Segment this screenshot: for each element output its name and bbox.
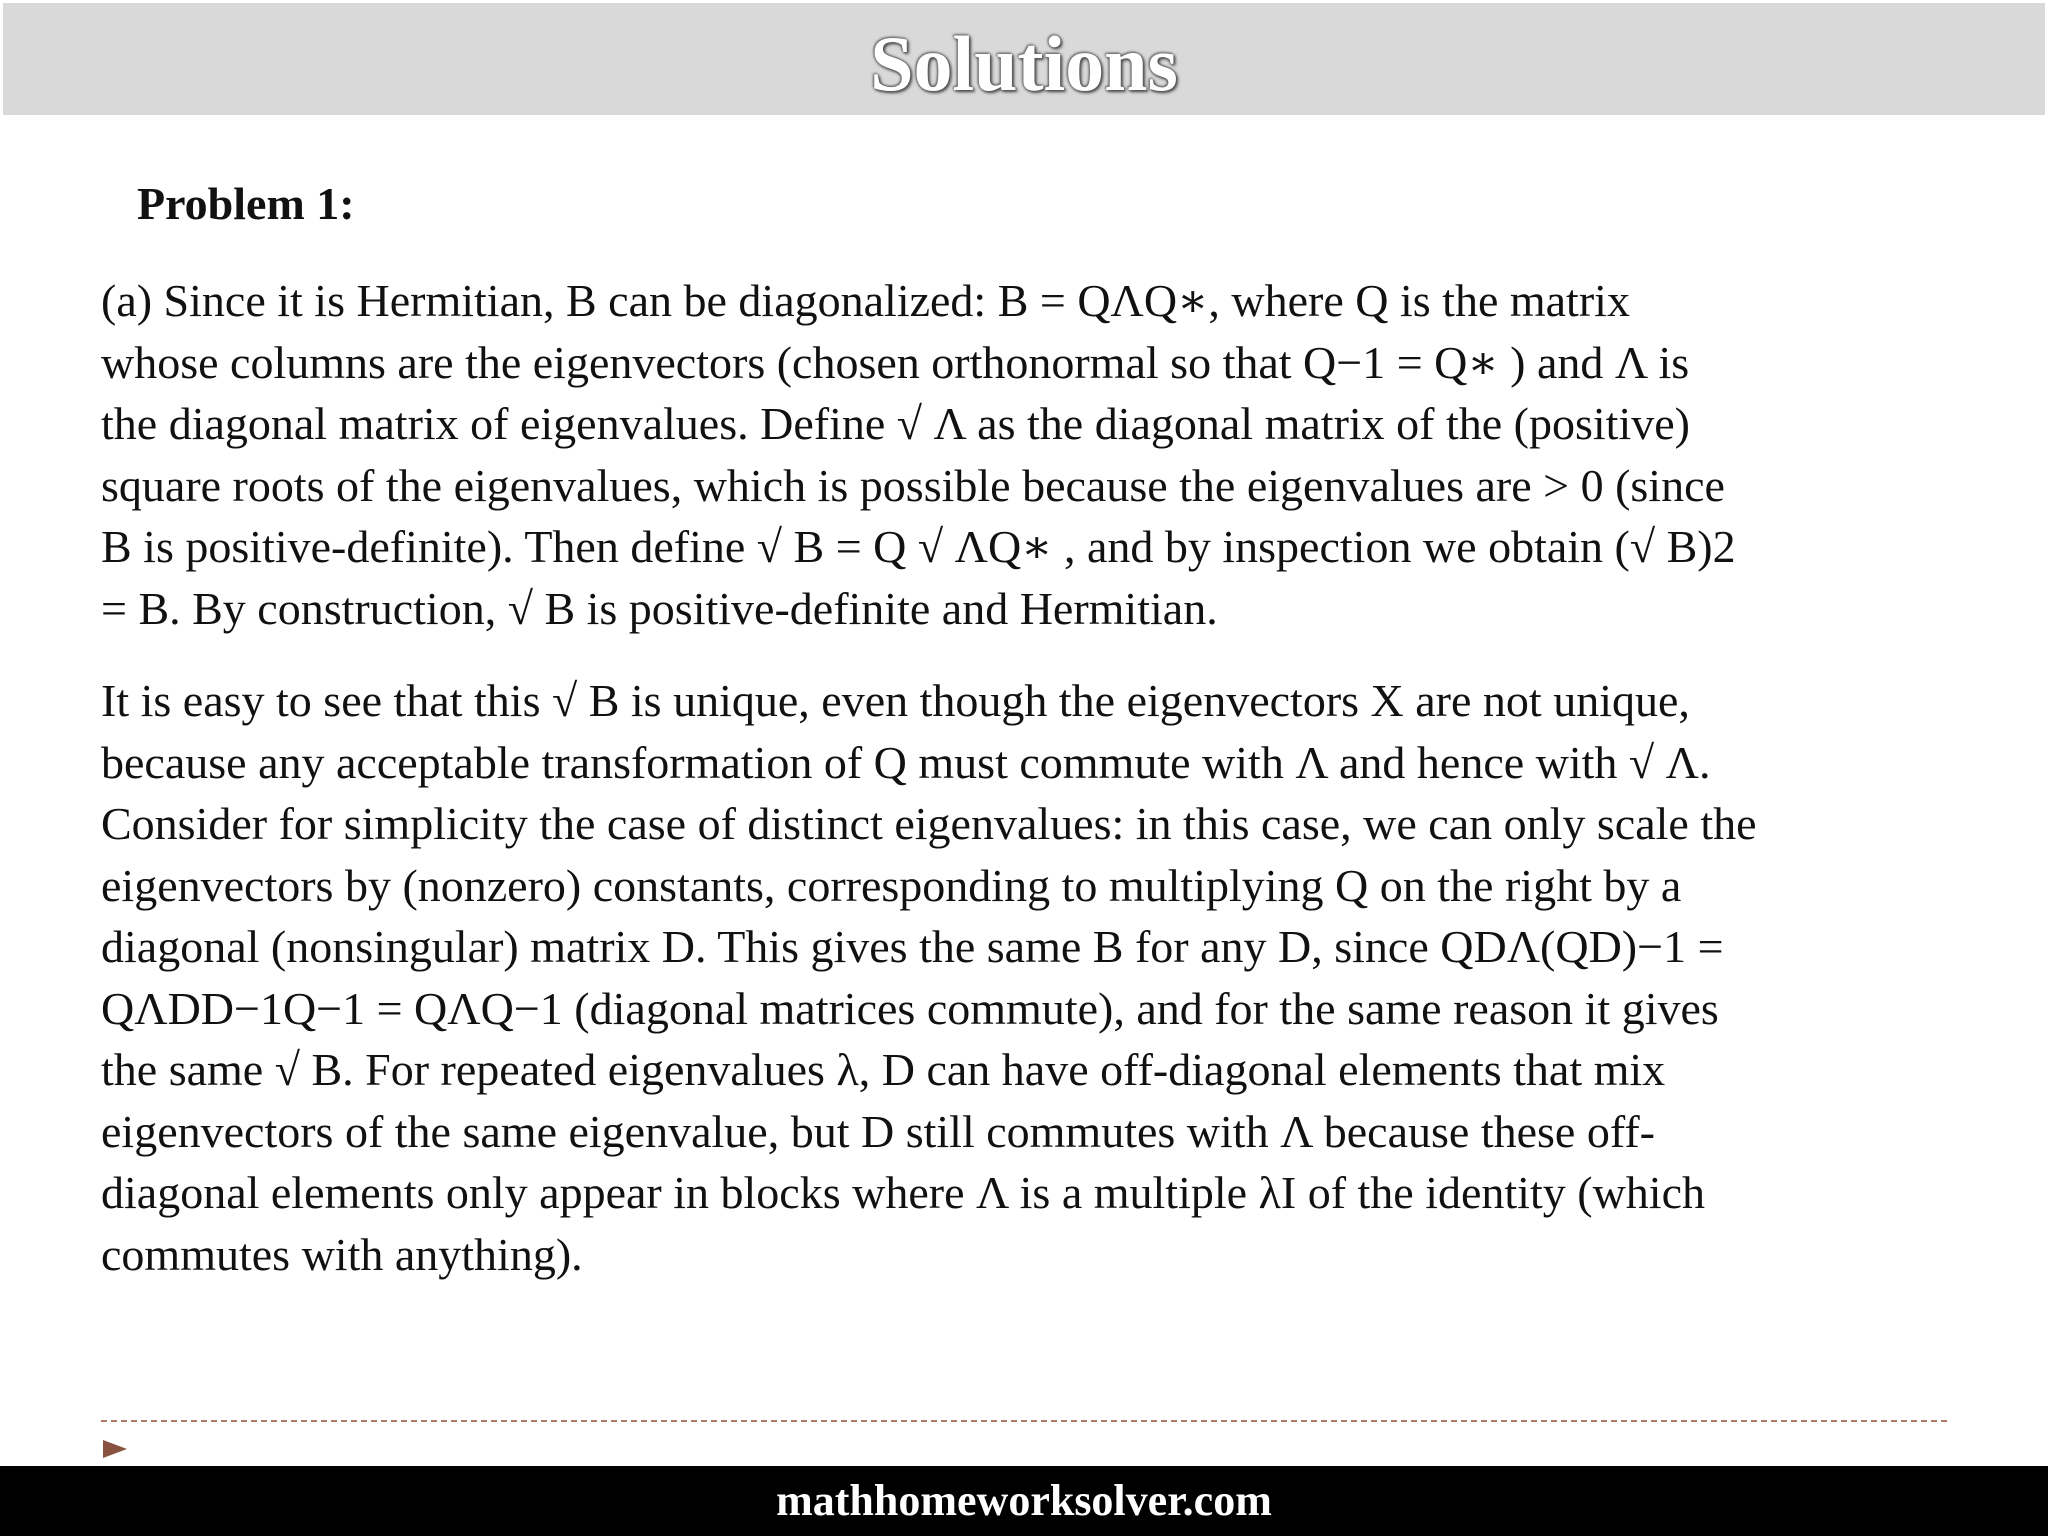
text-line: (a) Since it is Hermitian, B can be diagonalized: B = QΛQ∗, where Q is the matrix <box>101 275 1630 326</box>
text-line: because any acceptable transformation of Q must commute with Λ and hence with √ Λ. <box>101 736 1711 788</box>
text-line: eigenvectors of the same eigenvalue, but D still commutes with Λ because these off- <box>101 1105 1655 1157</box>
paragraph-b <box>101 670 1981 1285</box>
problem-heading: Problem 1: <box>137 178 355 229</box>
text-line: B is positive-definite). Then define √ B = Q √ ΛQ∗ , and by inspection we obtain (√ B)2 <box>101 521 1736 572</box>
text-line: It is easy to see that this √ B is unique, even though the eigenvectors X are not unique, <box>101 675 1690 726</box>
triangle-marker-icon <box>103 1440 127 1458</box>
paragraph-a <box>101 270 1981 639</box>
text-line: whose columns are the eigenvectors (chosen orthonormal so that Q−1 = Q∗ ) and Λ is <box>101 336 1690 388</box>
dashed-divider <box>101 1420 1947 1422</box>
text-line: square roots of the eigenvalues, which is possible because the eigenvalues are > 0 (since <box>101 459 1725 511</box>
text-line: diagonal elements only appear in blocks where Λ is a multiple λI of the identity (which <box>101 1167 1705 1218</box>
text-line: diagonal (nonsingular) matrix D. This gives the same B for any D, since QDΛ(QD)−1 = <box>101 921 1724 972</box>
text-line: the diagonal matrix of eigenvalues. Define √ Λ as the diagonal matrix of the (positive) <box>101 398 1690 449</box>
text-line: Consider for simplicity the case of distinct eigenvalues: in this case, we can only scale the <box>101 798 1757 849</box>
text-line: the same √ B. For repeated eigenvalues λ, D can have off-diagonal elements that mix <box>101 1044 1666 1095</box>
text-line: commutes with anything). <box>101 1228 583 1280</box>
text-line: QΛDD−1Q−1 = QΛQ−1 (diagonal matrices commute), and for the same reason it gives <box>101 982 1719 1034</box>
text-line: = B. By construction, √ B is positive-definite and Hermitian. <box>101 582 1218 634</box>
page-title: Solutions <box>870 20 1178 107</box>
text-line: eigenvectors by (nonzero) constants, corresponding to multiplying Q on the right by a <box>101 859 1682 911</box>
footer-site-name: mathhomeworksolver.com <box>776 1476 1272 1525</box>
